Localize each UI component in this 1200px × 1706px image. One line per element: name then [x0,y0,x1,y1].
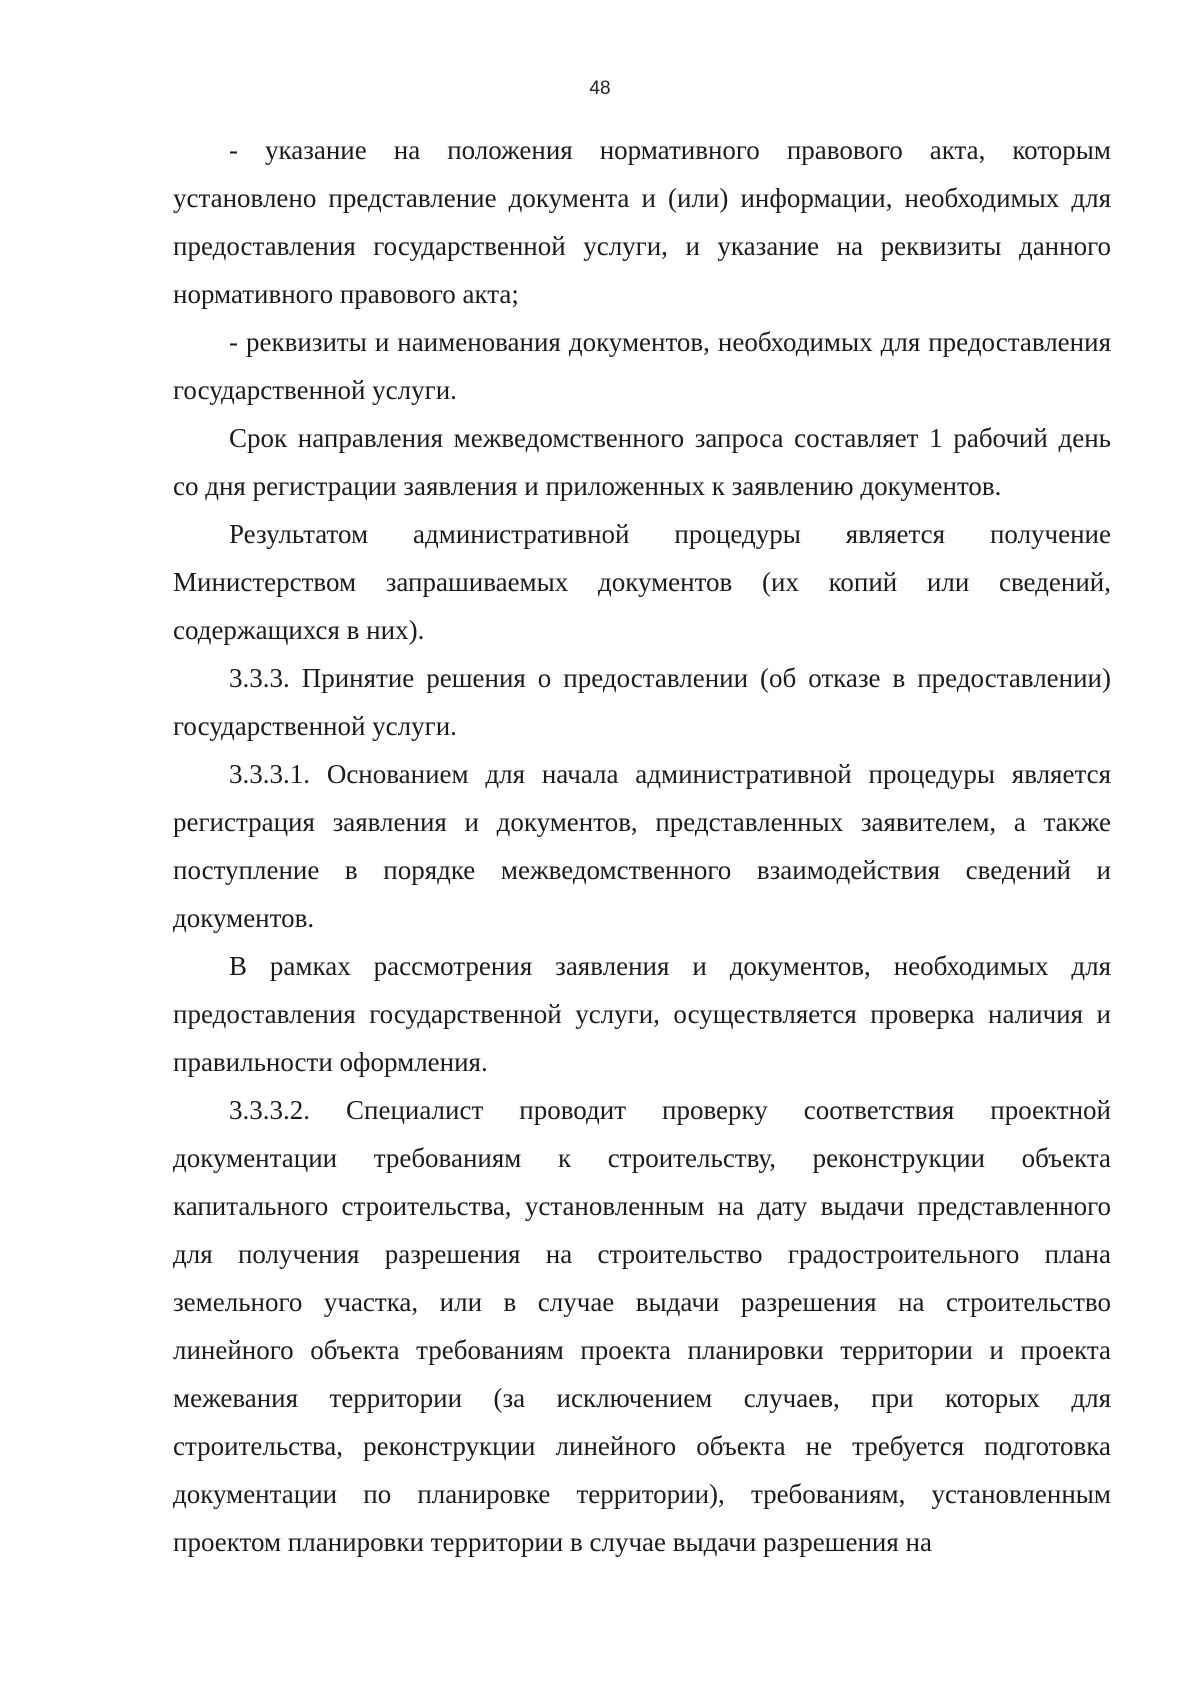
paragraph-document-requisites: - реквизиты и наименования документов, необходимых для предоставления государственной услуги. [173,327,1111,405]
paragraph-section-3-3-3-1: 3.3.3.1. Основанием для начала административной процедуры является регистрация заявления и документов, представленных заявителем, а также поступление в порядке межведомственного взаимодействия сведений и документов. [173,759,1111,933]
paragraph-provisions-reference: - указание на положения нормативного правового акта, которым установлено представление документа и (или) информации, необходимых для предоставления государственной услуги, и указание на реквизиты данного нормативного правового акта; [173,135,1111,309]
paragraph-section-3-3-3-2: 3.3.3.2. Специалист проводит проверку соответствия проектной документации требованиям к строительству, реконструкции объекта капитального строительства, установленным на дату выдачи представленного для получения разрешения на строительство градостроительного плана земельного участка, или в случае выдачи разрешения на строительство линейного объекта требованиям проекта планировки территории и проекта межевания территории (за исключением случаев, при которых для строительства, реконструкции линейного объекта не требуется подготовка документации по планировке территории), требованиям, установленным проектом планировки территории в случае выдачи разрешения на [173,1095,1111,1557]
paragraph-request-deadline: Срок направления межведомственного запроса составляет 1 рабочий день со дня регистрации заявления и приложенных к заявлению документов. [173,423,1111,501]
document-body [173,126,1111,1566]
paragraph-review-scope: В рамках рассмотрения заявления и документов, необходимых для предоставления государственной услуги, осуществляется проверка наличия и правильности оформления. [173,951,1111,1077]
page-number: 48 [589,78,611,99]
paragraph-section-3-3-3: 3.3.3. Принятие решения о предоставлении (об отказе в предоставлении) государственной услуги. [173,663,1111,741]
paragraph-procedure-result: Результатом административной процедуры является получение Министерством запрашиваемых документов (их копий или сведений, содержащихся в них). [173,519,1111,645]
